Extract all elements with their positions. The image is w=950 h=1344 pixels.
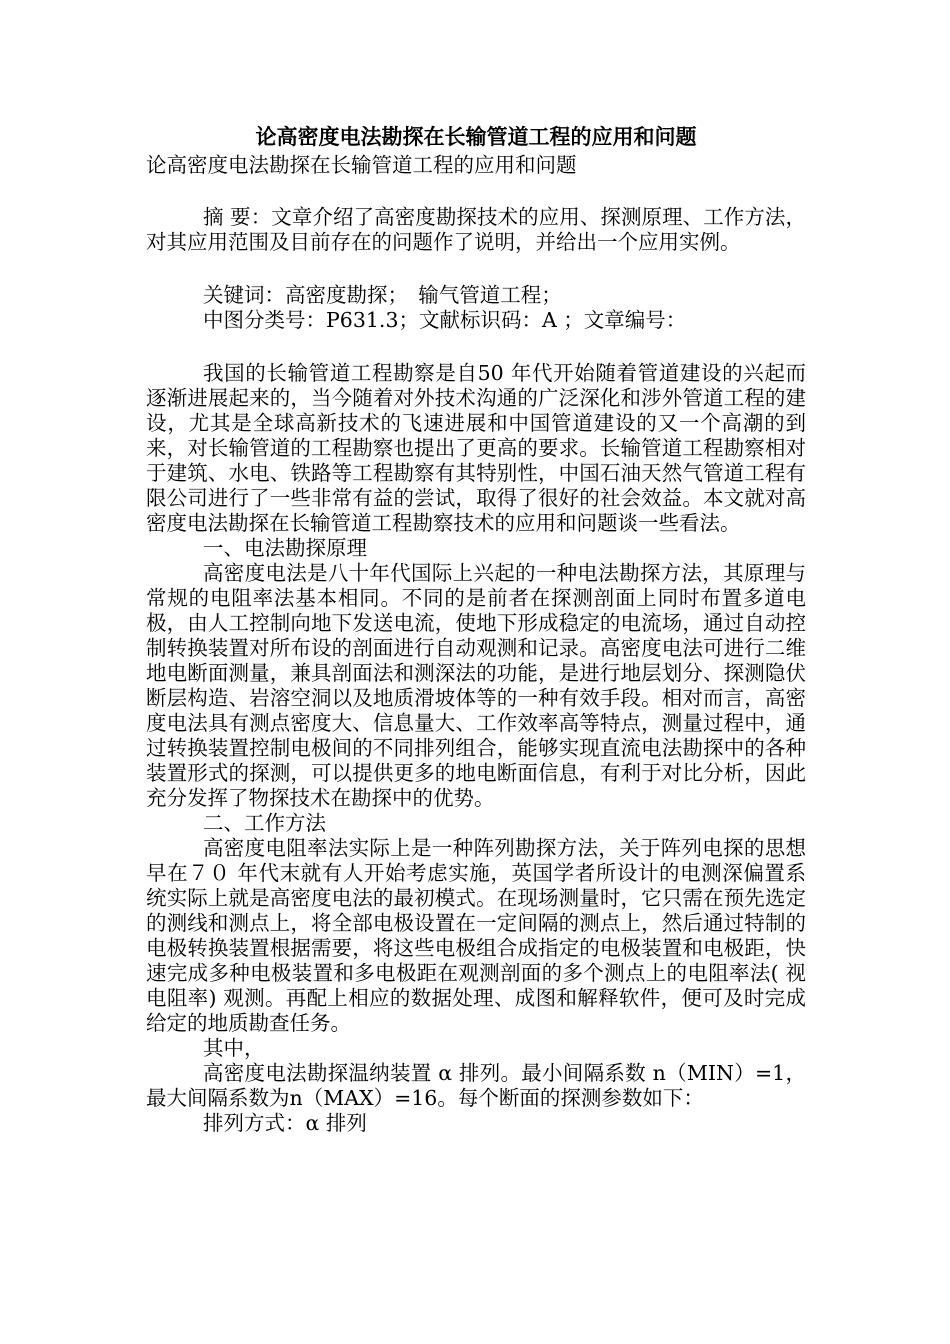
intro-paragraph: 我国的长输管道工程勘察是自50 年代开始随着管道建设的兴起而逐渐进展起来的，当今随着对外技术沟通的广泛深化和涉外管道工程的建设，尤其是全球高新技术的飞速进展和中国管道建设的又一个高潮的到来，对长输管道的工程勘察也提出了更高的要求。长输管道工程勘察相对于建筑、水电、铁路等工程勘察有其特别性，中国石油天然气管道工程有限公司进行了一些非常有益的尝试，取得了很好的社会效益。本文就对高密度电法勘探在长输管道工程勘察技术的应用和问题谈一些看法。	[146, 361, 806, 535]
among-line: 其中，	[203, 1036, 265, 1060]
keywords-line: 关键词：高密度勘探； 输气管道工程；	[203, 283, 562, 307]
device-paragraph: 高密度电法勘探温纳装置 α 排列。最小间隔系数 n（MIN）=1，最大间隔系数为n（MAX）=16。每个断面的探测参数如下：	[146, 1061, 806, 1110]
abstract-paragraph: 摘 要：文章介绍了高密度勘探技术的应用、探测原理、工作方法，对其应用范围及目前存在的问题作了说明，并给出一个应用实例。	[146, 205, 806, 254]
section-heading-1: 一、电法勘探原理	[203, 536, 367, 560]
section-heading-2: 二、工作方法	[203, 811, 326, 835]
spacer	[146, 178, 806, 205]
document-page	[146, 122, 806, 1136]
document-subtitle: 论高密度电法勘探在长输管道工程的应用和问题	[146, 153, 577, 177]
section-1-paragraph: 高密度电法是八十年代国际上兴起的一种电法勘探方法，其原理与常规的电阻率法基本相同。不同的是前者在探测剖面上同时布置多道电极，由人工控制向地下发送电流，使地下形成稳定的电流场，通过自动控制转换装置对所布设的剖面进行自动观测和记录。高密度电法可进行二维地电断面测量，兼具剖面法和测深法的功能，是进行地层划分、探测隐伏断层构造、岩溶空洞以及地质滑坡体等的一种有效手段。相对而言，高密度电法具有测点密度大、信息量大、工作效率高等特点，测量过程中，通过转换装置控制电极间的不同排列组合，能够实现直流电法勘探中的各种装置形式的探测，可以提供更多的地电断面信息，有利于对比分析，因此充分发挥了物探技术在勘探中的优势。	[146, 561, 806, 810]
document-title: 论高密度电法勘探在长输管道工程的应用和问题	[255, 125, 697, 149]
section-2-paragraph: 高密度电阻率法实际上是一种阵列勘探方法，关于阵列电探的思想早在７０ 年代末就有人开始考虑实施，英国学者所设计的电测深偏置系统实际上就是高密度电法的最初模式。在现场测量时，它只需在预先选定的测线和测点上，将全部电极设置在一定间隔的测点上，然后通过特制的电极转换装置根据需要，将这些电极组合成指定的电极装置和电极距，快速完成多种电极装置和多电极距在观测剖面的多个测点上的电阻率法( 视电阻率) 观测。再配上相应的数据处理、成图和解释软件，便可及时完成给定的地质勘查任务。	[146, 836, 806, 1035]
spacer	[146, 255, 806, 283]
arrangement-line: 排列方式：α 排列	[203, 1111, 367, 1135]
classification-line: 中图分类号：P631.3；文献标识码：A ；文章编号：	[203, 308, 687, 332]
spacer	[146, 333, 806, 361]
